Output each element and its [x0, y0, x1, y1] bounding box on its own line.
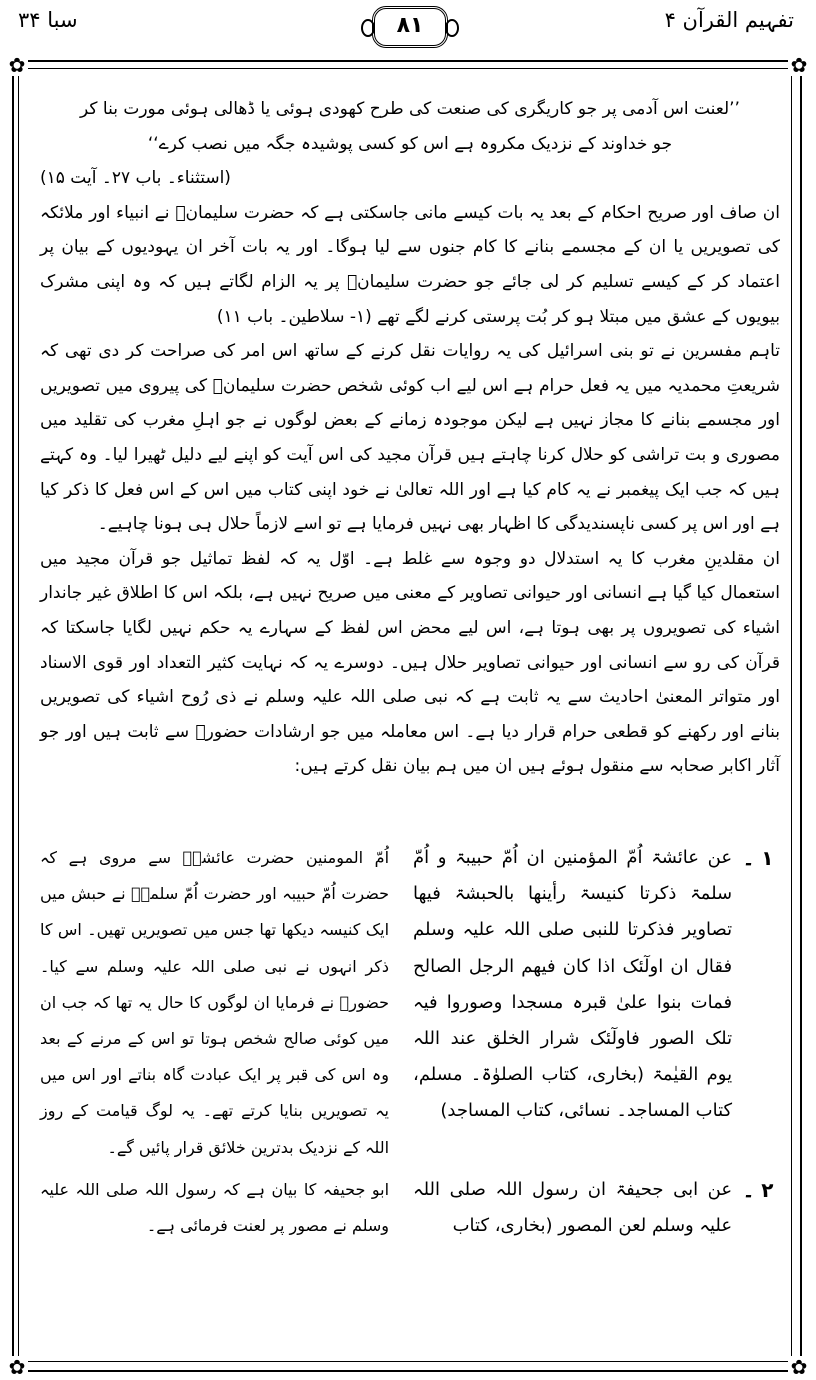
ornament-icon: ✿ — [6, 1356, 28, 1378]
paragraph: تاہم مفسرین نے تو بنی اسرائیل کی یہ روایات نقل کرنے کے ساتھ اس امر کی صراحت کر دی تھی کہ شریعتِ محمدیہ میں یہ فعل حرام ہے اس لیے اب کوئی شخص حضرت سلیمانؑ کی پیروی میں تصویریں اور مجسمے بنانے کا مجاز نہیں ہے لیکن موجودہ زمانے کے بعض لوگوں نے جو اہلِ مغرب کی تقلید میں مصوری و بت تراشی کو حلال کرنا چاہتے ہیں قرآن مجید کی اس آیت کو اپنے لیے دلیل ٹھیرا لیا۔ وہ کہتے ہیں کہ جب ایک پیغمبر نے یہ کام کیا ہے اور اللہ تعالیٰ نے خود اپنی کتاب میں اس کے اس فعل کا ذکر کیا ہے اور اس پر کسی ناپسندیدگی کا اظہار بھی نہیں فرمایا ہے تو اسے لازماً حلال ہی ہونا چاہیے۔ — [40, 341, 780, 535]
paragraph: ان مقلدینِ مغرب کا یہ استدلال دو وجوہ سے غلط ہے۔ اوّل یہ کہ لفظ تماثیل جو قرآن مجید میں استعمال کیا گیا ہے انسانی اور حیوانی تصاویر کے معنی میں صریح نہیں ہے، بلکہ اس کا اطلاق غیر جاندار اشیاء کی تصویروں پر بھی ہوتا ہے، اس لیے محض اس لفظ کے سہارے یہ حکم نہیں لگایا جاسکتا کہ قرآن کی رو سے انسانی اور حیوانی تصاویر حلال ہیں۔ دوسرے یہ کہ نہایت کثیر التعداد اور قوی الاسناد اور متواتر المعنیٰ احادیث سے یہ ثابت ہے کہ نبی صلی اللہ علیہ وسلم نے ذی رُوح اشیاء کی تصویریں بنانے اور رکھنے کو قطعی حرام قرار دیا ہے۔ اس معاملہ میں جو ارشادات حضورؐ سے ثابت ہیں اور جو آثار اکابر صحابہ سے منقول ہوئے ہیں ان میں ہم بیان نقل کرتے ہیں: — [40, 548, 780, 777]
hadith-number: ۱ ۔ — [742, 846, 774, 870]
body-text — [40, 92, 780, 784]
book-title: تفہیم القرآن ۴ — [664, 8, 794, 32]
quoted-passage: ’’لعنت اس آدمی پر جو کاریگری کی صنعت کی طرح کھودی ہوئی یا ڈھالی ہوئی مورت بنا کر جو خداوند کے نزدیک مکروہ ہے اس کو کسی پوشیدہ جگہ میں نصب کرے‘‘ — [80, 99, 740, 154]
quote-reference: (استثناء۔ باب ۲۷۔ آیت ۱۵) — [40, 168, 231, 189]
hadith-number: ۲ ۔ — [742, 1177, 774, 1202]
hadith-translation: اُمّ المومنین حضرت عائشہؓ سے مروی ہے کہ حضرت اُمّ حبیبہ اور حضرت اُمّ سلمہؓ نے حبش میں ایک کنیسہ دیکھا تھا جس میں تصویریں تھیں۔ اس کا ذکر انہوں نے نبی صلی اللہ علیہ وسلم سے کیا۔ حضورؐ نے فرمایا ان لوگوں کا حال یہ تھا کہ جب ان میں کوئی صالح شخص ہوتا تو اس کے مرنے کے بعد وہ اس کی قبر پر ایک عبادت گاہ بناتے اور اس میں یہ تصویریں بنایا کرتے تھے۔ یہ لوگ قیامت کے روز اللہ کے نزدیک بدترین خلائق قرار پائیں گے۔ — [40, 848, 390, 1157]
paragraph: ان صاف اور صریح احکام کے بعد یہ بات کیسے مانی جاسکتی ہے کہ حضرت سلیمانؑ نے انبیاء اور ملائکہ کی تصویریں یا ان کے مجسمے بنانے کا کام جنوں سے لیا ہوگا۔ اور یہ بات آخر ان یہودیوں کے بیان پر اعتماد کر کے کیسے تسلیم کر لی جائے جو حضرت سلیمانؑ پر یہ الزام لگاتے ہیں کہ وہ اپنی مشرک بیویوں کے عشق میں مبتلا ہو کر بُت پرستی کرنے لگے تھے (۱- سلاطین۔ باب ۱۱) — [40, 202, 780, 327]
hadith-entry — [40, 840, 780, 1166]
hadith-list — [40, 840, 780, 1250]
hadith-entry — [40, 1172, 780, 1244]
hadith-translation: ابو جحیفہ کا بیان ہے کہ رسول اللہ صلی اللہ علیہ وسلم نے مصور پر لعنت فرمائی ہے۔ — [40, 1179, 390, 1236]
ornament-icon: ✿ — [788, 54, 810, 76]
surah-name: سبا ۳۴ — [18, 8, 78, 32]
hadith-arabic: عن ابی جحیفۃ ان رسول اللہ صلی اللہ علیہ وسلم لعن المصور (بخاری، کتاب — [413, 1178, 733, 1237]
page-number: ۸۱ — [372, 6, 448, 48]
page-header — [0, 0, 816, 56]
ornament-icon: ✿ — [788, 1356, 810, 1378]
ornament-icon: ✿ — [6, 54, 28, 76]
hadith-arabic: عن عائشۃ اُمّ المؤمنین ان اُمّ حبیبۃ و اُمّ سلمۃ ذکرتا کنیسۃ رأینھا بالحبشۃ فیھا تصاویر فذکرتا للنبی صلی اللہ علیہ وسلم فقال ان اولٓئک اذا کان فیھم الرجل الصالح فمات بنوا علیٰ قبرہ مسجدا وصوروا فیہ تلک الصور فاولٓئک شرار الخلق عند اللہ یوم القیٰمۃ (بخاری، کتاب الصلوٰۃ۔ مسلم، کتاب المساجد۔ نسائی، کتاب المساجد) — [413, 847, 733, 1122]
